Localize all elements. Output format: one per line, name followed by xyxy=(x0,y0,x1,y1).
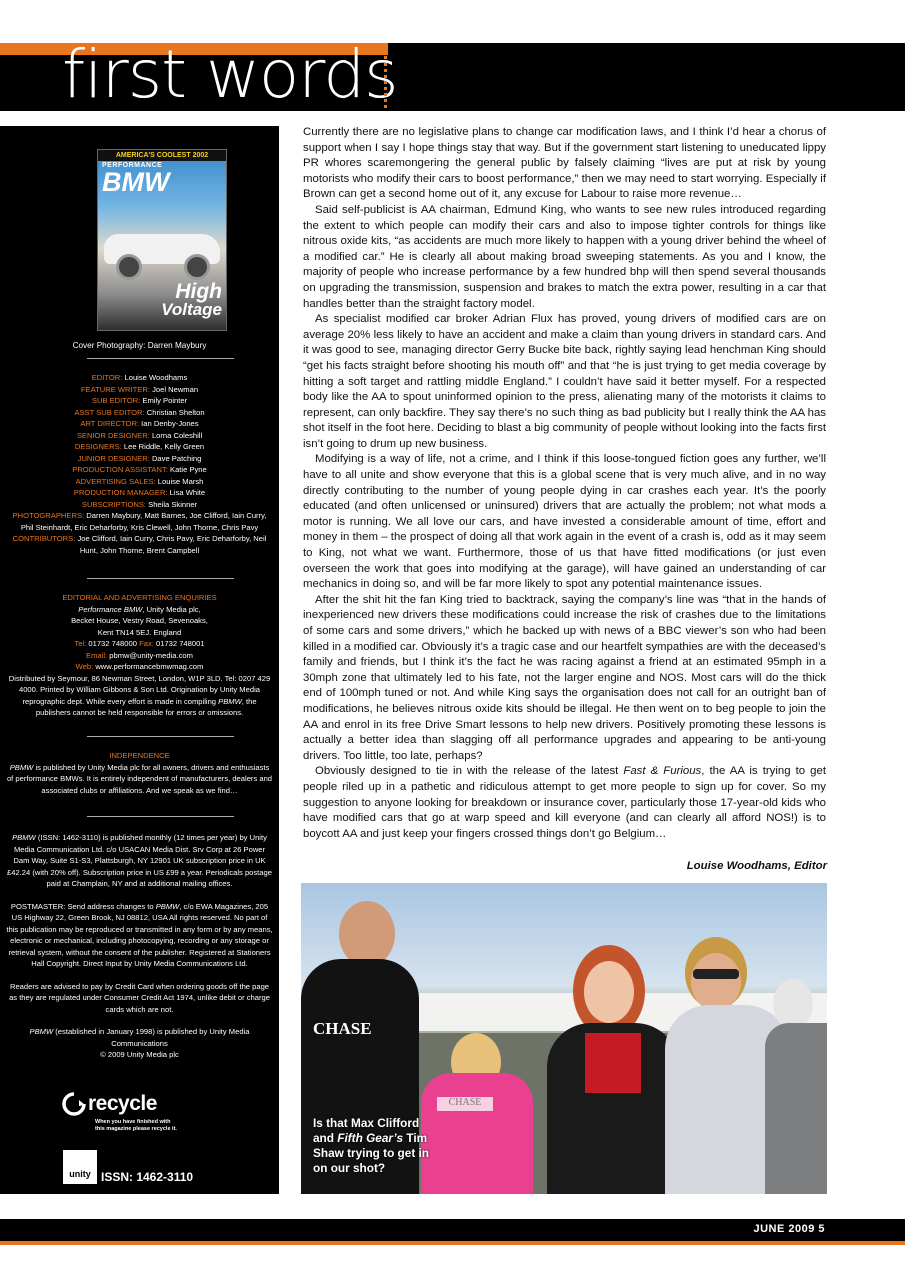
cover-wheel xyxy=(184,254,210,280)
enquiries-phone: Tel: 01732 748000 Fax: 01732 748001 xyxy=(74,639,205,648)
distribution-text: Distributed by Seymour, 86 Newman Street, London, W1P 3LD. Tel: 0207 429 4000. Printed by William Gibbons & Son Ltd. Origination by Unity Media reprographic dept. While every effort is made in compiling PBMW, the publishers cannot be held responsible for errors or omissions. xyxy=(8,673,271,717)
header-divider xyxy=(384,56,391,108)
article-paragraph: Modifying is a way of life, not a crime, and I think if this loose-tongued fiction goes any further, we’ll have to all unite and show everyone that this is a global scene that is very much alive, and in no way directly contributing to the number of young people dying in car crashes each year. It’s the poorly educated (and often unlicensed or uninsured) drivers that are actually the problem; not what mods a motor is running. We all love our cars, and have invested a considerable amount of time, effort and money in them – the prospect of doing all that work again in the event of a crash is, odd as it may seem to King, not what we want. Furthermore, those of us that have fitted modifications (or just even overseen the work that goes into modifying at the garage), will have gained an understanding of car mechanics in doing so, and will be far more likely to spot any potential maintenance issues. xyxy=(303,453,826,591)
enquiries-web[interactable]: Web: www.performancebmwmag.com xyxy=(75,662,204,671)
cover-headline: Voltage xyxy=(161,300,222,319)
photo-person xyxy=(421,1073,533,1194)
sidebar xyxy=(0,126,279,1194)
staff-line: PRODUCTION MANAGER: Lisa White xyxy=(73,488,206,497)
cover-image xyxy=(97,149,227,331)
enquiries-address: Performance BMW, Unity Media plc, xyxy=(78,604,201,614)
recycle-icon xyxy=(62,1092,86,1116)
staff-line: SENIOR DESIGNER: Lorna Coleshill xyxy=(76,430,203,440)
photo-person xyxy=(339,901,395,967)
sunglasses xyxy=(693,969,739,979)
legal-text: POSTMASTER: Send address changes to PBMW, c/o EWA Magazines, 205 US Highway 22, Green Brook, NJ 08812, USA All rights reserved. No part of this publication may be reproduced or transmitted in any form or by any means, electronic or mechanical, including photocopying, recording or any storage or retrieval system, without the consent of the publisher. Registered at Stationers Hall Copyright. Direct Input by Unity Media Communications Ltd. xyxy=(6,901,273,968)
independence-text: PBMW is published by Unity Media plc for all owners, drivers and enthusiasts of performance BMWs. It is entirely independent of manufacturers, dealers and associated clubs or affiliations. And we speak as we find… xyxy=(6,762,273,795)
staff-line: PRODUCTION ASSISTANT: Katie Pyne xyxy=(72,465,207,474)
photo-person xyxy=(765,1023,827,1194)
cover-logo: BMW xyxy=(102,167,170,197)
article-paragraph: As specialist modified car broker Adrian Flux has proved, young drivers of modified cars are on average 20% less likely to have an accident and make a claim than young drivers in standard cars. And it was good to see, managing director Gerry Bucke bite back, rightly saying lead henchman King should “get his facts straight before shooting his mouth off” and that “he is just trying to get media coverage by hitting a soft target and rattling middle England.” I couldn’t have said it better myself. For a respected body like the AA to spout uninformed opinion to the press, alienating many of the motorists it claims to represent, can only backfire. They say there’s no such thing as bad publicity but I really think the AA has shot itself in the foot here. Deciding to blast a big community of people without looking into the facts first isn’t going to drum up new business. xyxy=(303,313,826,450)
staff-line: PHOTOGRAPHERS: Darren Maybury, Matt Barnes, Joe Clifford, Iain Curry, Phil Steinhardt, Eric Deharforby, Kris Clewell, John Thorne, Chris Pavy xyxy=(12,511,267,532)
article-paragraph: Said self-publicist is AA chairman, Edmund King, who wants to see new rules introduced regarding the extent to which people can modify their cars and also to impose tighter controls for things like nitrous oxide kits, “as accidents are much more likely to happen with a young driver behind the wheel of a modified car.” He is clearly all about making broad sweeping statements. As you and I know, the majority of people who increase performance by a few hundred bhp will then spend several thousands on upgrading the transmission, suspension and brakes to match the extra power, resulting in a car that handles better than the straight factory model. xyxy=(303,203,826,310)
enquiries-email[interactable]: Email: pbmw@unity-media.com xyxy=(86,650,193,660)
editor-signature: Louise Woodhams, Editor xyxy=(686,860,827,872)
header-black-top xyxy=(388,43,905,55)
issn-number: ISSN: 1462-3110 xyxy=(101,1170,194,1184)
legal-text: PBMW (established in January 1998) is published by Unity Media Communications xyxy=(29,1027,250,1048)
recycle-note: When you have finished with this magazine please recycle it. xyxy=(95,1119,177,1132)
footer-orange-strip xyxy=(0,1241,905,1245)
photo-shirt-text: CHASE xyxy=(313,1019,372,1038)
staff-line: DESIGNERS: Lee Riddle, Kelly Green xyxy=(74,442,205,451)
independence-heading: INDEPENDENCE xyxy=(109,751,170,760)
cover-headline: High xyxy=(175,280,222,303)
article-paragraph: Currently there are no legislative plans to change car modification laws, and I think I’d hear a chorus of support when I say I hope things stay that way. But if the government start listening to uneducated lippy PR whores scaremongering the general public by falsely claiming “lives are put at risk by young motorists who modify their cars to boost performance,” then we may need to start worrying. Especially if Brown can get a second home out of it, any excuse for Labour to raise more revenue… xyxy=(303,126,826,201)
photo-person xyxy=(585,1033,641,1093)
independence-block xyxy=(6,750,273,796)
legal-block xyxy=(6,832,273,1061)
cover-wheel xyxy=(116,254,142,280)
staff-line: FEATURE WRITER: Joel Newman xyxy=(80,384,199,394)
cover-strapline: AMERICA'S COOLEST 2002 xyxy=(98,150,226,161)
enquiries-heading: EDITORIAL AND ADVERTISING ENQUIRIES xyxy=(62,593,217,602)
staff-list xyxy=(6,372,273,556)
editorial-article xyxy=(303,125,826,842)
staff-line: ASST SUB EDITOR: Christian Shelton xyxy=(74,407,205,417)
photo-person xyxy=(691,953,741,1011)
divider xyxy=(87,736,234,737)
cover-credit: Cover Photography: Darren Maybury xyxy=(72,341,207,350)
staff-line: JUNIOR DESIGNER: Dave Patching xyxy=(77,453,202,463)
divider xyxy=(87,358,234,359)
enquiries-block xyxy=(6,592,273,719)
staff-line: ART DIRECTOR: Ian Denby-Jones xyxy=(80,419,199,428)
page-title: first words xyxy=(62,36,398,113)
staff-line: ADVERTISING SALES: Louise Marsh xyxy=(75,476,204,486)
photo-caption: Is that Max Clifford and Fifth Gear’s Tim Shaw trying to get in on our shot? xyxy=(313,1116,430,1175)
divider xyxy=(87,816,234,817)
enquiries-address: Kent TN14 5EJ. England xyxy=(97,627,182,637)
recycle-logo-text: recycle xyxy=(88,1092,157,1115)
staff-line: SUB EDITOR: Emily Pointer xyxy=(91,396,188,405)
photo-person xyxy=(773,979,813,1029)
photo-person xyxy=(584,961,634,1023)
staff-line: CONTRIBUTORS: Joe Clifford, Iain Curry, Chris Pavy, Eric Deharforby, Neil Hunt, John Thorne, Brent Campbell xyxy=(12,534,267,555)
staff-line: EDITOR: Louise Woodhams xyxy=(91,373,188,382)
cover-performance: PERFORMANCE xyxy=(102,162,163,169)
unity-logo: unity xyxy=(63,1150,97,1184)
copyright: © 2009 Unity Media plc xyxy=(100,1050,179,1059)
photo-vest-text: CHASE xyxy=(437,1097,493,1111)
legal-text: PBMW (ISSN: 1462-3110) is published monthly (12 times per year) by Unity Media Communication Ltd. c/o USACAN Media Dist. Srv Corp at 26 Power Dam Way, Suite S1-S3, Plattsburgh, NY 12901 UK subscription price in UK £42.24 (with 20% off). Subscription price in US £99 a year. Periodicals postage paid at Champlain, NY and at additional mailing offices. xyxy=(7,833,272,888)
enquiries-address: Becket House, Vestry Road, Sevenoaks, xyxy=(71,616,208,625)
legal-text: Readers are advised to pay by Credit Card when ordering goods off the page as they are regulated under Consumer Credit Act 1974, unlike debit or charge cards which are not. xyxy=(9,981,270,1014)
staff-line: SUBSCRIPTIONS: Sheila Skinner xyxy=(81,499,198,509)
divider xyxy=(87,578,234,579)
page-folio: JUNE 2009 5 xyxy=(753,1223,825,1235)
article-paragraph: After the shit hit the fan King tried to backtrack, saying the company’s line was “that in the hands of inexperienced new drivers these modifications could increase the risk of crashes due to the limitations of some cars and some drivers,” which he backed up with news of a BBC viewer’s son who had been killed in a modified car. Obviously it’s a tragic case and our heartfelt sympathies are with the deceased’s family and friends, but I think it’s the fact he was racing against a friend at an estimated 95mph in a 30mph zone that ultimately led to his fate, not the larger engine and NOS. Most cars will do the thick end of 100mph tuned or not. And while King says the organisation does not call for an outright ban of modifications, he believes nitrous oxide kits should be illegal. He then went on to beg people to join the AA and enrol in its free Drive Smart lessons to help new drivers. Positively promoting these lessons is actually a better idea than slagging off all performance upgrades and appearing to be anti-young drivers. Too little, too late, perhaps? xyxy=(303,593,826,762)
event-photo xyxy=(301,883,827,1194)
article-paragraph: Obviously designed to tie in with the release of the latest Fast & Furious, the AA is trying to get people riled up in a pathetic and ridiculous attempt to get more people to sign up for cover. So my suggestion to anyone looking for breakdown or insurance cover, particularly those 17-year-old kids who have modified cars that go at warp speed and kill everyone (and can clearly all afford NOS!) is to boycott AA and just keep your fingers crossed things don’t go Belgium… xyxy=(303,765,827,840)
